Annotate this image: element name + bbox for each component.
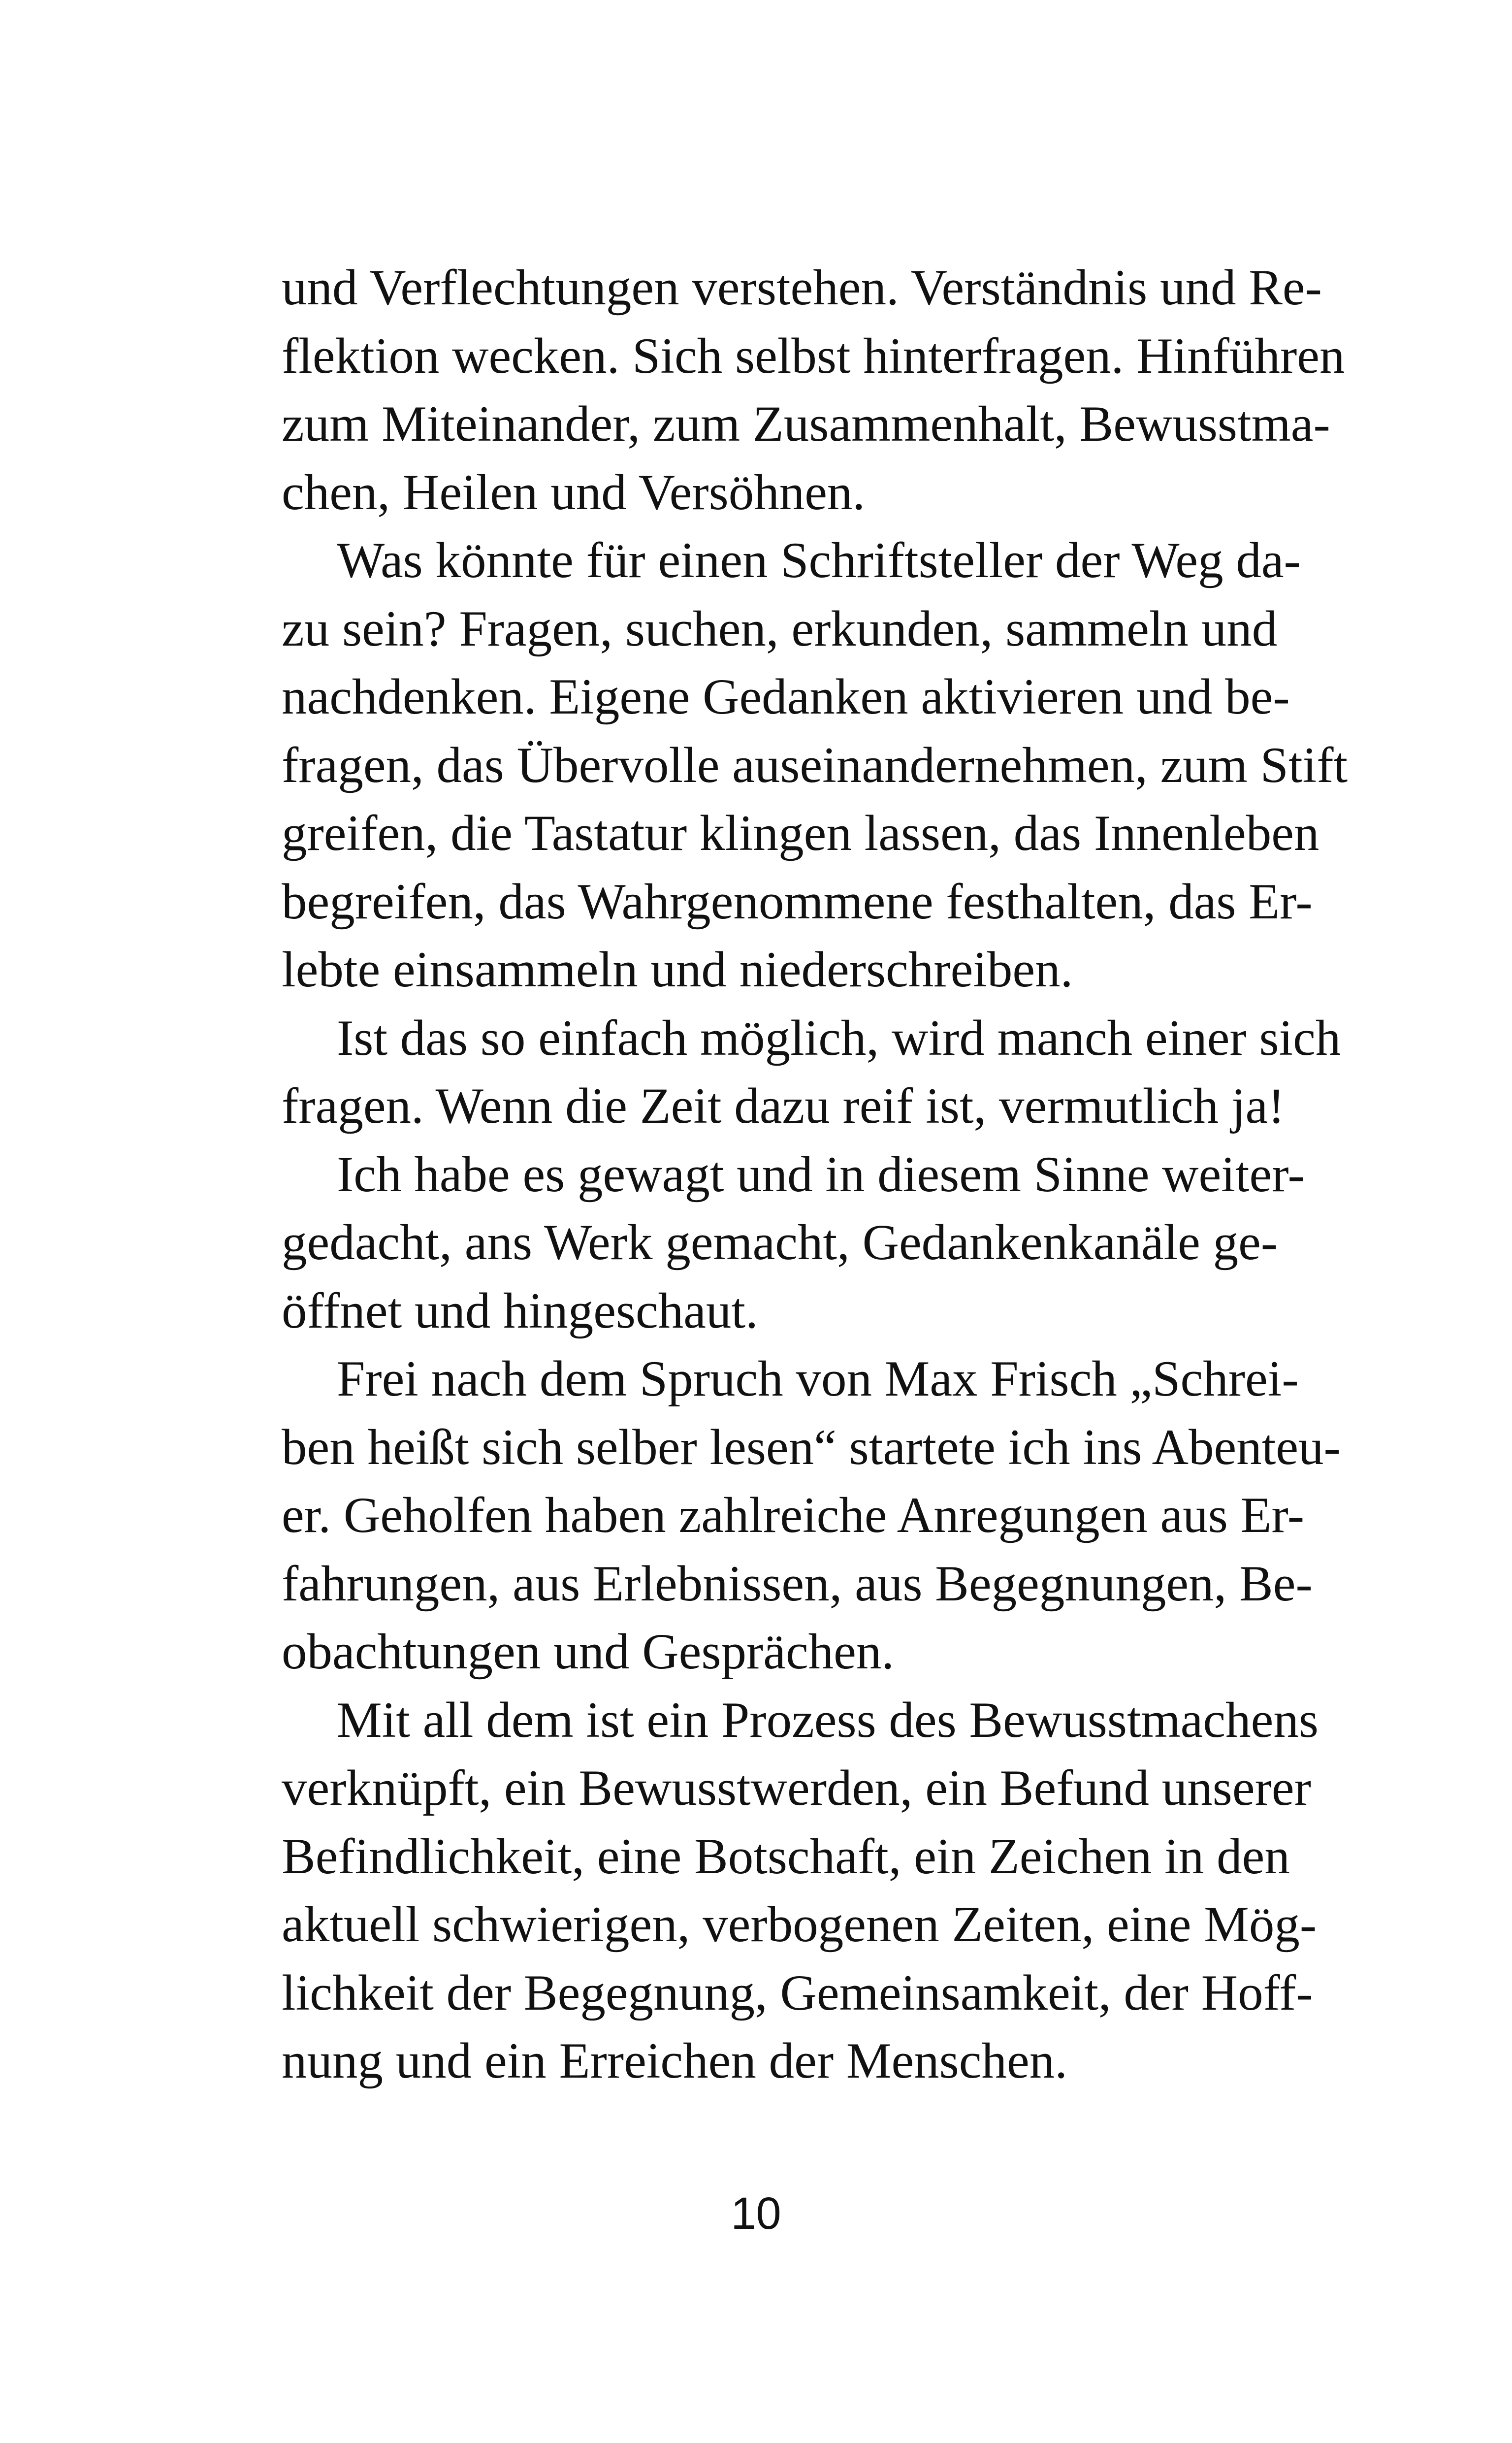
text-line: fahrungen, aus Erlebnissen, aus Begegnungen, Be- <box>282 1555 1313 1612</box>
text-line: fragen. Wenn die Zeit dazu reif ist, vermutlich ja! <box>282 1078 1285 1134</box>
text-line: ben heißt sich selber lesen“ startete ich ins Abenteu- <box>282 1419 1341 1475</box>
text-line: verknüpft, ein Bewusstwerden, ein Befund unserer <box>282 1760 1311 1816</box>
text-line: lichkeit der Begegnung, Gemeinsamkeit, der Hoff- <box>282 1964 1313 2021</box>
text-line: aktuell schwierigen, verbogenen Zeiten, eine Mög- <box>282 1896 1317 1953</box>
text-line: nachdenken. Eigene Gedanken aktivieren und be- <box>282 669 1290 725</box>
text-line: nung und ein Erreichen der Menschen. <box>282 2033 1067 2089</box>
text-line: greifen, die Tastatur klingen lassen, das Innenleben <box>282 805 1319 861</box>
text-line: zu sein? Fragen, suchen, erkunden, sammeln und <box>282 600 1278 657</box>
body-text <box>282 254 1348 2095</box>
text-line: Frei nach dem Spruch von Max Frisch „Schrei- <box>337 1351 1299 1407</box>
text-line: und Verflechtungen verstehen. Verständnis und Re- <box>282 260 1322 316</box>
text-line: Mit all dem ist ein Prozess des Bewusstmachens <box>337 1692 1319 1748</box>
text-line: fragen, das Übervolle auseinandernehmen, zum Stift <box>282 737 1348 793</box>
text-line: lebte einsammeln und niederschreiben. <box>282 942 1073 998</box>
page-number: 10 <box>731 2188 781 2239</box>
text-line: begreifen, das Wahrgenommene festhalten, das Er- <box>282 873 1313 930</box>
text-line: Was könnte für einen Schriftsteller der Weg da- <box>337 532 1301 588</box>
text-line: er. Geholfen haben zahlreiche Anregungen aus Er- <box>282 1487 1305 1543</box>
text-line: chen, Heilen und Versöhnen. <box>282 464 866 521</box>
text-line: gedacht, ans Werk gemacht, Gedankenkanäle ge- <box>282 1214 1278 1270</box>
text-line: Ich habe es gewagt und in diesem Sinne weiter- <box>337 1146 1305 1203</box>
text-line: zum Miteinander, zum Zusammenhalt, Bewusstma- <box>282 396 1330 452</box>
text-line: öffnet und hingeschaut. <box>282 1282 758 1339</box>
text-line: Befindlichkeit, eine Botschaft, ein Zeichen in den <box>282 1828 1290 1885</box>
text-line: flektion wecken. Sich selbst hinterfragen. Hinführen <box>282 327 1345 384</box>
text-line: obachtungen und Gesprächen. <box>282 1624 895 1680</box>
text-line: Ist das so einfach möglich, wird manch einer sich <box>337 1010 1341 1066</box>
